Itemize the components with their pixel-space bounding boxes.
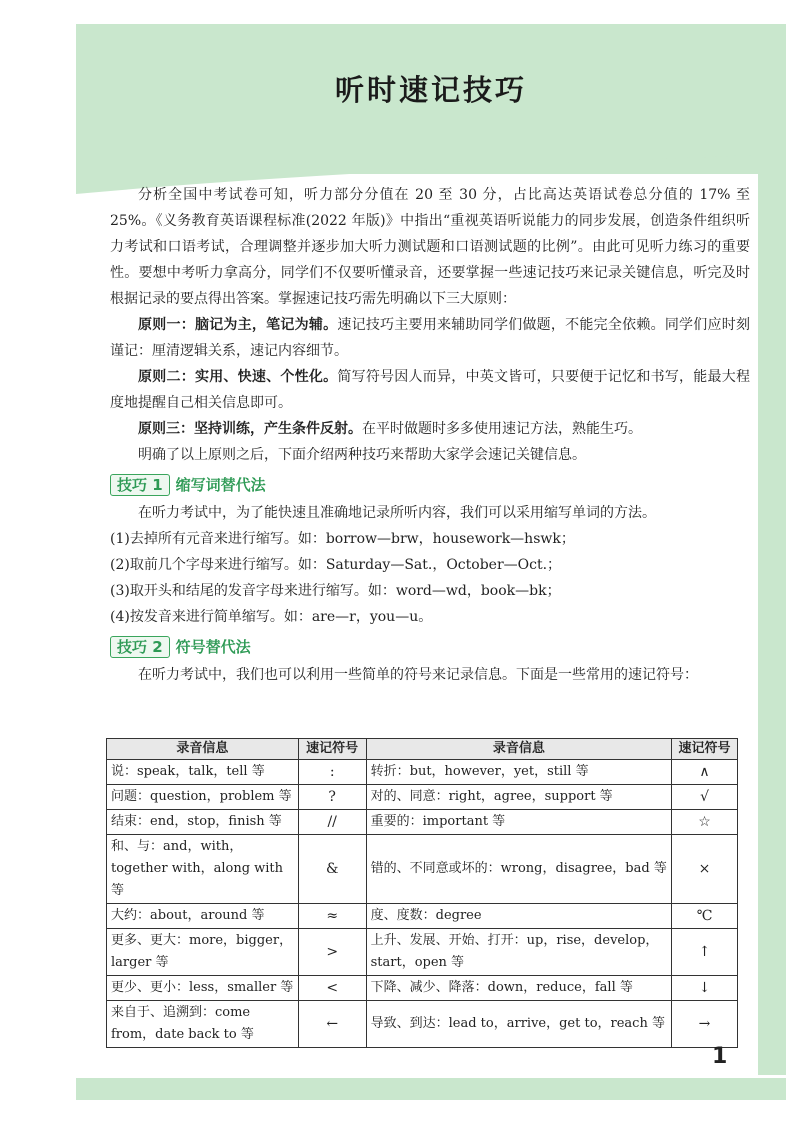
symbol-cell: > xyxy=(298,929,366,976)
symbol-cell: ↓ xyxy=(672,976,738,1001)
info-cell: 度、度数：degree xyxy=(366,904,671,929)
table-row xyxy=(107,835,738,904)
info-cell: 大约：about，around 等 xyxy=(107,904,299,929)
principle-2-heading: 原则二：实用、快速、个性化。 xyxy=(138,369,338,385)
info-cell: 问题：question，problem 等 xyxy=(107,785,299,810)
tip1-intro: 在听力考试中，为了能快速且准确地记录所听内容，我们可以采用缩写单词的方法。 xyxy=(138,505,656,521)
table-row xyxy=(107,929,738,976)
table-row xyxy=(107,904,738,929)
table-header: 速记符号 xyxy=(298,739,366,760)
table-row xyxy=(107,1001,738,1048)
main-content xyxy=(110,182,750,688)
tip2-title: 符号替代法 xyxy=(175,638,251,656)
symbol-cell: √ xyxy=(672,785,738,810)
shorthand-symbol-table xyxy=(106,738,738,1048)
footer-band xyxy=(76,1078,786,1100)
info-cell: 来自于、追溯到：come from，date back to 等 xyxy=(107,1001,299,1048)
info-cell: 导致、到达：lead to，arrive，get to，reach 等 xyxy=(366,1001,671,1048)
tip1-item-4: (4)按发音来进行简单缩写。如：are—r，you—u。 xyxy=(110,609,433,625)
table-header-row xyxy=(107,739,738,760)
symbol-cell: ℃ xyxy=(672,904,738,929)
symbol-cell: // xyxy=(298,810,366,835)
principle-1 xyxy=(110,312,750,364)
table-body xyxy=(107,760,738,1048)
principle-3 xyxy=(110,416,750,442)
tip2-heading xyxy=(110,634,750,660)
right-margin-strip xyxy=(758,140,786,1075)
tip1-label: 技巧 1 xyxy=(110,474,170,496)
info-cell: 重要的：important 等 xyxy=(366,810,671,835)
info-cell: 错的、不同意或坏的：wrong，disagree，bad 等 xyxy=(366,835,671,904)
info-cell: 和、与：and，with，together with，along with 等 xyxy=(107,835,299,904)
info-cell: 对的、同意：right，agree，support 等 xyxy=(366,785,671,810)
info-cell: 说：speak，talk，tell 等 xyxy=(107,760,299,785)
table-row xyxy=(107,760,738,785)
symbol-cell: ≈ xyxy=(298,904,366,929)
info-cell: 更少、更小：less，smaller 等 xyxy=(107,976,299,1001)
symbol-cell: ↑ xyxy=(672,929,738,976)
tip2-intro: 在听力考试中，我们也可以利用一些简单的符号来记录信息。下面是一些常用的速记符号： xyxy=(138,667,698,683)
principle-3-text: 在平时做题时多多使用速记方法，熟能生巧。 xyxy=(362,421,642,437)
page-number: 1 xyxy=(712,1044,728,1069)
tip1-item-1: (1)去掉所有元音来进行缩写。如：borrow—brw，housework—hswk； xyxy=(110,531,575,547)
transition-paragraph: 明确了以上原则之后，下面介绍两种技巧来帮助大家学会速记关键信息。 xyxy=(138,447,586,463)
symbol-cell: ∧ xyxy=(672,760,738,785)
tip2-label: 技巧 2 xyxy=(110,636,170,658)
principle-2 xyxy=(110,364,750,416)
info-cell: 下降、减少、降落：down，reduce，fall 等 xyxy=(366,976,671,1001)
principle-2-text: 简写符号因人而异，中英文皆可，只要便于记忆和书写，能最大程度地提醒自己相关信息即可。 xyxy=(110,369,751,411)
table-header: 录音信息 xyxy=(107,739,299,760)
table-header: 速记符号 xyxy=(672,739,738,760)
info-cell: 转折：but，however，yet，still 等 xyxy=(366,760,671,785)
symbol-cell: → xyxy=(672,1001,738,1048)
page-title: 听时速记技巧 xyxy=(334,73,527,107)
tip1-item-3: (3)取开头和结尾的发音字母来进行缩写。如：word—wd，book—bk； xyxy=(110,583,561,599)
intro-paragraph: 分析全国中考试卷可知，听力部分分值在 20 至 30 分，占比高达英语试卷总分值的 17% 至 25%。《义务教育英语课程标准(2022 年版)》中指出“重视英语听说能力的同步发展，创造条件组织听力考试和口语考试，合理调整并逐步加大听力测试题和口语测试题的比例”。由此可见听力练习的重要性。要想中考听力拿高分，同学们不仅要听懂录音，还要掌握一些速记技巧来记录关键信息，听完及时根据记录的要点得出答案。掌握速记技巧需先明确以下三大原则： xyxy=(110,187,750,307)
table-header: 录音信息 xyxy=(366,739,671,760)
principle-1-heading: 原则一：脑记为主，笔记为辅。 xyxy=(138,317,338,333)
principle-1-text: 速记技巧主要用来辅助同学们做题，不能完全依赖。同学们应时刻谨记：厘清逻辑关系，速记内容细节。 xyxy=(110,317,751,359)
table-row xyxy=(107,810,738,835)
symbol-cell: ☆ xyxy=(672,810,738,835)
tip1-heading xyxy=(110,472,750,498)
symbol-cell: × xyxy=(672,835,738,904)
table-row xyxy=(107,785,738,810)
info-cell: 上升、发展、开始、打开：up，rise，develop，start，open 等 xyxy=(366,929,671,976)
symbol-cell: ? xyxy=(298,785,366,810)
symbol-cell: & xyxy=(298,835,366,904)
info-cell: 结束：end，stop，finish 等 xyxy=(107,810,299,835)
principle-3-heading: 原则三：坚持训练，产生条件反射。 xyxy=(138,421,362,437)
table-row xyxy=(107,976,738,1001)
symbol-cell: : xyxy=(298,760,366,785)
info-cell: 更多、更大：more，bigger，larger 等 xyxy=(107,929,299,976)
symbol-cell: ← xyxy=(298,1001,366,1048)
tip1-title: 缩写词替代法 xyxy=(175,476,266,494)
tip1-item-2: (2)取前几个字母来进行缩写。如：Saturday—Sat.，October—Oct.； xyxy=(110,557,562,573)
symbol-cell: < xyxy=(298,976,366,1001)
